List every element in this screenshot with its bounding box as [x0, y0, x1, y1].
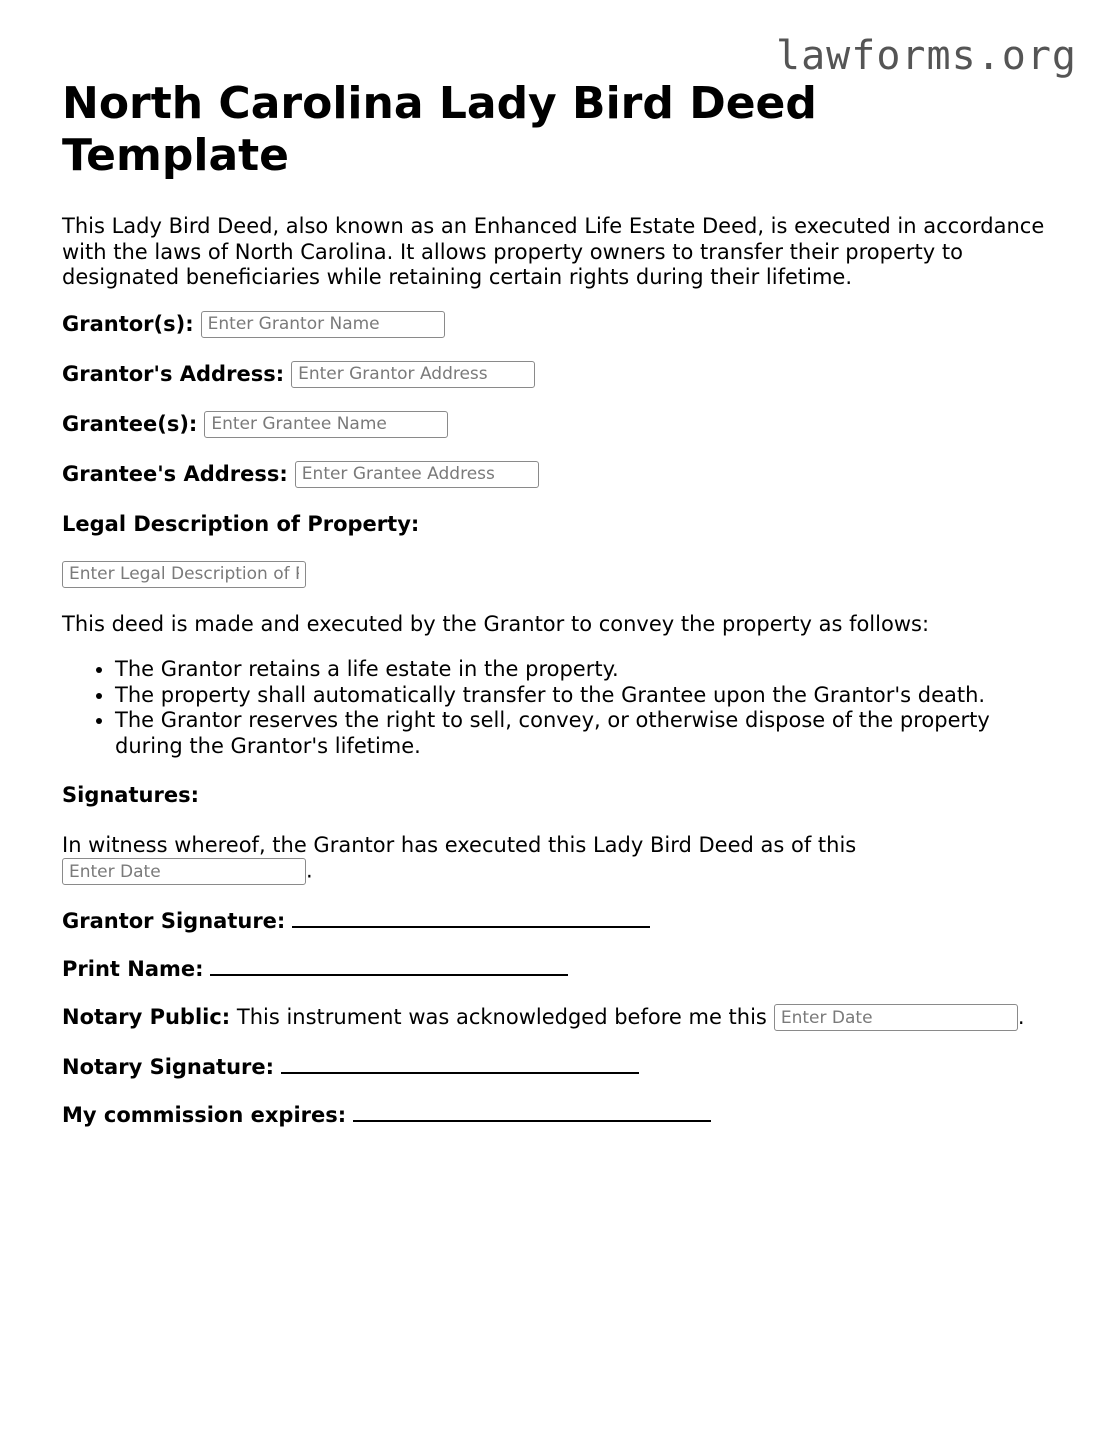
grantee-address-input[interactable]: [295, 461, 539, 488]
grantee-row: [62, 411, 1052, 438]
term-item: • The Grantor reserves the right to sell, convey, or otherwise dispose of the property during the Grantor's lifetime.: [115, 708, 1052, 759]
legal-description-label: Legal Description of Property:: [62, 511, 420, 536]
convey-paragraph: This deed is made and executed by the Grantor to convey the property as follows:: [62, 611, 930, 636]
witness-paragraph: [62, 833, 1052, 886]
print-name-row: [62, 956, 1052, 983]
grantor-label: Grantor(s):: [62, 311, 194, 336]
witness-period: .: [306, 858, 313, 883]
grantor-address-input[interactable]: [291, 361, 535, 388]
page-title: North Carolina Lady Bird Deed Template: [62, 78, 817, 181]
grantor-signature-row: [62, 908, 1052, 935]
intro-paragraph: This Lady Bird Deed, also known as an Enhanced Life Estate Deed, is executed in accordance with the laws of North Carolina. It allows property owners to transfer their property to designated beneficiaries while retaining certain rights during their lifetime.: [62, 214, 1045, 289]
grantor-address-row: [62, 361, 1052, 388]
notary-public-label: Notary Public:: [62, 1005, 231, 1029]
notary-signature-row: [62, 1054, 1052, 1081]
grantee-address-label: Grantee's Address:: [62, 461, 288, 486]
print-name-line[interactable]: [210, 956, 568, 976]
witness-text: In witness whereof, the Grantor has executed this Lady Bird Deed as of this: [62, 832, 857, 857]
grantor-signature-line[interactable]: [292, 908, 650, 928]
lawforms-watermark: lawforms.org: [776, 33, 1077, 79]
grantee-address-row: [62, 461, 1052, 488]
legal-description-input[interactable]: [62, 561, 306, 588]
signatures-heading: Signatures:: [62, 783, 199, 807]
commission-label: My commission expires:: [62, 1103, 347, 1127]
terms-list: [62, 657, 1052, 759]
grantor-row: [62, 311, 1052, 338]
commission-row: [62, 1102, 1052, 1129]
legal-description-row: [62, 561, 1052, 588]
notary-date-input[interactable]: [774, 1004, 1018, 1031]
print-name-label: Print Name:: [62, 957, 204, 981]
grantor-name-input[interactable]: [201, 311, 445, 338]
grantor-signature-label: Grantor Signature:: [62, 909, 286, 933]
notary-public-row: [62, 1004, 1052, 1031]
grantee-name-input[interactable]: [204, 411, 448, 438]
commission-line[interactable]: [353, 1102, 711, 1122]
notary-period: .: [1017, 1005, 1025, 1029]
notary-signature-line[interactable]: [281, 1054, 639, 1074]
grantee-label: Grantee(s):: [62, 411, 198, 436]
notary-signature-label: Notary Signature:: [62, 1055, 275, 1079]
witness-date-input[interactable]: [62, 858, 306, 885]
term-item: • The Grantor retains a life estate in the property.: [115, 657, 1052, 683]
term-item: • The property shall automatically transfer to the Grantee upon the Grantor's death.: [115, 683, 1052, 709]
deed-document: [62, 78, 1052, 1150]
notary-text: This instrument was acknowledged before me this: [236, 1005, 767, 1029]
grantor-address-label: Grantor's Address:: [62, 361, 285, 386]
